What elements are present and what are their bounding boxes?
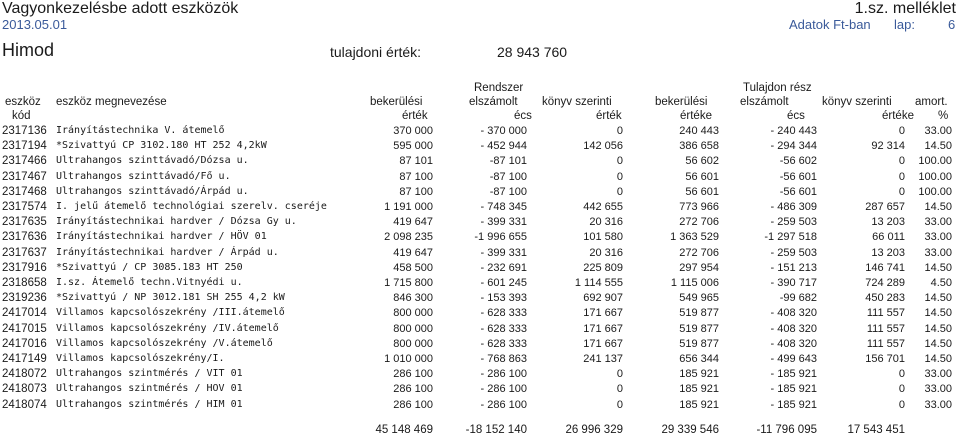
share-accumulated-depreciation: -99 682 [779,292,817,305]
header-ecs-2: écs [787,110,805,122]
asset-name: I.sz. Átemelő techn.Vitnyédi u. [56,277,243,288]
asset-code: 2417149 [2,353,47,365]
table-row [0,306,960,320]
page-number: 6 [948,17,956,32]
asset-name: Ultrahangos szintmérés / VIT 01 [56,368,243,380]
amortization-rate: 100.00 [918,170,952,183]
book-value: 171 667 [583,337,623,350]
currency-note: Adatok Ft-ban [789,17,871,32]
share-cost-value: 185 921 [679,398,719,411]
table-row [0,170,960,184]
share-book-value: 111 557 [866,322,905,335]
book-value: 101 580 [583,231,623,244]
accumulated-depreciation: - 153 393 [480,292,527,305]
accumulated-depreciation: -87 101 [489,155,527,168]
asset-name: Irányítástechnikai hardver / HÖV 01 [56,231,267,243]
share-cost-value: 185 921 [679,383,719,396]
header-eszkoz: eszköz [5,96,41,108]
asset-name: Villamos kapcsolószekrény /III.átemelő [56,307,285,319]
header-erteke-2: értéke [882,110,914,122]
share-book-value: 0 [898,368,905,381]
book-value: 20 316 [589,216,623,229]
header-konyv-1: könyv szerinti [542,96,612,108]
amortization-rate: 33.00 [924,125,952,137]
share-accumulated-depreciation: - 185 921 [770,368,817,381]
asset-code: 2317635 [2,216,47,229]
share-book-value: 13 203 [871,246,905,259]
cost-value: 419 647 [393,246,433,259]
header-group-tulajdon: Tulajdon rész [743,82,812,94]
accumulated-depreciation: - 628 333 [480,322,527,335]
share-accumulated-depreciation: -56 601 [779,170,817,183]
share-cost-value: 56 601 [685,170,719,183]
owner-name: Himod [2,40,55,60]
share-cost-value: 272 706 [679,246,719,259]
cost-value: 87 100 [399,170,433,183]
table-row [0,124,960,138]
share-cost-value: 386 658 [679,140,719,153]
asset-code: 2319236 [2,292,47,305]
asset-code: 2418073 [2,383,47,396]
share-cost-value: 773 966 [679,201,719,213]
amortization-rate: 14.50 [924,337,952,350]
total-book-value: 26 996 329 [565,424,623,436]
accumulated-depreciation: - 399 331 [480,216,527,229]
asset-code: 2317637 [2,246,47,259]
share-cost-value: 297 954 [679,261,719,274]
amortization-rate: 33.00 [924,246,952,259]
header-bekerulesi-2: bekerülési [655,96,708,108]
asset-name: Irányítástechnikai hardver / Árpád u. [56,246,279,258]
share-cost-value: 519 877 [679,337,719,350]
table-row [0,276,960,290]
amortization-rate: 14.50 [924,201,952,213]
header-elszamolt-1: elszámolt [469,96,518,108]
amortization-rate: 14.50 [924,353,952,365]
book-value: 225 809 [583,261,623,274]
amortization-rate: 33.00 [924,231,952,244]
share-cost-value: 56 602 [685,155,719,168]
share-book-value: 66 011 [872,231,905,244]
amortization-rate: 100.00 [918,185,952,198]
share-cost-value: 272 706 [679,216,719,229]
table-row [0,352,960,366]
share-book-value: 0 [898,155,905,168]
share-book-value: 146 741 [865,261,905,274]
book-value: 0 [616,170,623,183]
asset-name: Ultrahangos szinttávadó/Dózsa u. [56,155,249,167]
book-value: 0 [616,398,623,411]
book-value: 142 056 [583,140,623,153]
asset-name: Ultrahangos szinttávadó/Fő u. [56,170,231,182]
report-date: 2013.05.01 [2,17,68,32]
share-book-value: 0 [898,383,905,396]
asset-name: *Szivattyú / NP 3012.181 SH 255 4,2 kW [56,292,285,304]
cost-value: 286 100 [393,398,433,411]
owner-value: 28 943 760 [497,44,568,60]
header-elszamolt-2: elszámolt [740,96,789,108]
share-book-value: 111 557 [866,337,905,350]
share-book-value: 0 [898,170,905,183]
cost-value: 370 000 [393,125,433,137]
share-accumulated-depreciation: - 294 344 [770,140,817,153]
book-value: 241 137 [583,353,623,365]
table-row [0,398,960,412]
cost-value: 1 715 800 [384,277,433,289]
share-accumulated-depreciation: - 151 213 [770,261,817,274]
amortization-rate: 33.00 [924,383,952,396]
asset-code: 2417014 [2,307,47,320]
table-row [0,215,960,229]
share-cost-value: 549 965 [679,292,719,305]
amortization-rate: 33.00 [924,216,952,229]
share-cost-value: 1 115 006 [670,277,719,289]
share-book-value: 156 701 [865,353,905,365]
share-book-value: 724 289 [865,277,905,289]
table-row [0,291,960,305]
accumulated-depreciation: - 628 333 [480,307,527,320]
accumulated-depreciation: -87 100 [489,170,527,183]
share-book-value: 111 557 [866,307,905,320]
amortization-rate: 14.50 [924,140,952,153]
asset-code: 2317466 [2,155,47,168]
share-book-value: 0 [898,398,905,411]
cost-value: 87 101 [399,155,433,168]
share-accumulated-depreciation: - 259 503 [770,216,817,229]
share-book-value: 92 314 [871,140,905,153]
asset-code: 2417016 [2,337,47,350]
asset-name: *Szivattyú CP 3102.180 HT 252 4,2kW [56,140,267,152]
share-accumulated-depreciation: - 408 320 [770,337,817,350]
accumulated-depreciation: - 768 863 [480,353,527,365]
cost-value: 800 000 [393,322,433,335]
table-row [0,261,960,275]
table-row [0,154,960,168]
amortization-rate: 14.50 [924,261,952,274]
share-accumulated-depreciation: - 390 717 [770,277,817,289]
amortization-rate: 33.00 [924,368,952,381]
amortization-rate: 14.50 [924,292,952,305]
book-value: 442 655 [583,201,623,213]
table-row [0,139,960,153]
header-amort: amort. [915,96,948,108]
header-ertek-2: érték [596,110,622,122]
table-row [0,367,960,381]
header-erteke-1: értéke [680,110,712,122]
amortization-rate: 33.00 [924,398,952,411]
accumulated-depreciation: -87 100 [489,185,527,198]
asset-code: 2317194 [2,140,47,153]
document-title: Vagyonkezelésbe adott eszközök [2,0,239,17]
asset-name: I. jelű átemelő technológiai szerelv. cseréje [56,201,327,212]
cost-value: 87 100 [399,185,433,198]
share-book-value: 287 657 [865,201,905,213]
accumulated-depreciation: - 748 345 [480,201,527,213]
header-kod: kód [12,110,31,122]
header-pct: % [938,110,949,122]
share-cost-value: 1 363 529 [670,231,719,244]
book-value: 0 [616,125,623,137]
share-accumulated-depreciation: - 408 320 [770,307,817,320]
share-cost-value: 56 601 [685,185,719,198]
share-accumulated-depreciation: -1 297 518 [764,231,817,244]
accumulated-depreciation: - 232 691 [480,261,527,274]
header-ecs-1: écs [514,110,532,122]
asset-name: Villamos kapcsolószekrény /IV.átemelő [56,322,279,334]
cost-value: 458 500 [393,261,433,274]
share-cost-value: 185 921 [679,368,719,381]
cost-value: 286 100 [393,368,433,381]
accumulated-depreciation: - 370 000 [480,125,527,137]
asset-name: Villamos kapcsolószekrény/I. [56,353,225,364]
cost-value: 419 647 [393,216,433,229]
cost-value: 1 191 000 [384,201,433,213]
table-row [0,230,960,244]
header-bekerulesi-1: bekerülési [370,96,423,108]
asset-code: 2318658 [2,277,47,289]
book-value: 0 [616,155,623,168]
total-accumulated-depreciation: -18 152 140 [465,424,527,436]
table-row [0,200,960,214]
total-share-cost-value: 29 339 546 [661,424,719,436]
asset-name: Villamos kapcsolószekrény /V.átemelő [56,337,273,349]
cost-value: 2 098 235 [384,231,433,244]
asset-name: Ultrahangos szinttávadó/Árpád u. [56,185,249,197]
asset-name: Irányítástechnika V. átemelő [56,125,225,136]
asset-code: 2417015 [2,322,47,335]
share-book-value: 0 [898,185,905,198]
share-accumulated-depreciation: - 259 503 [770,246,817,259]
amortization-rate: 4.50 [930,277,952,289]
share-accumulated-depreciation: - 499 643 [770,353,817,365]
cost-value: 595 000 [393,140,433,153]
book-value: 692 907 [583,292,623,305]
accumulated-depreciation: - 286 100 [480,368,527,381]
share-accumulated-depreciation: - 408 320 [770,322,817,335]
share-cost-value: 519 877 [679,307,719,320]
share-accumulated-depreciation: - 486 309 [770,201,817,213]
accumulated-depreciation: - 286 100 [480,383,527,396]
share-cost-value: 519 877 [679,322,719,335]
table-row [0,382,960,396]
share-accumulated-depreciation: - 240 443 [770,125,817,137]
asset-code: 2317468 [2,185,47,198]
table-row [0,322,960,336]
asset-name: Ultrahangos szintmérés / HOV 01 [56,383,243,395]
accumulated-depreciation: - 452 944 [480,140,527,153]
cost-value: 846 300 [393,292,433,305]
header-ertek-1: érték [402,110,428,122]
book-value: 0 [616,383,623,396]
share-cost-value: 240 443 [679,125,719,137]
header-group-rendszer: Rendszer [474,82,524,94]
cost-value: 286 100 [393,383,433,396]
share-accumulated-depreciation: -56 601 [779,185,817,198]
book-value: 171 667 [583,307,623,320]
annex-label: 1.sz. melléklet [854,0,956,17]
table-row [0,185,960,199]
amortization-rate: 100.00 [918,155,952,168]
table-row [0,246,960,260]
total-share-accumulated-depreciation: -11 796 095 [756,424,817,436]
asset-code: 2317636 [2,231,47,244]
share-cost-value: 656 344 [679,353,719,365]
book-value: 0 [616,368,623,381]
total-cost-value: 45 148 469 [375,424,433,436]
page-label: lap: [894,17,915,32]
asset-name: Ultrahangos szintmérés / HIM 01 [56,398,243,410]
asset-code: 2317136 [2,125,47,137]
book-value: 0 [616,185,623,198]
book-value: 171 667 [583,322,623,335]
total-share-book-value: 17 543 451 [847,424,905,436]
asset-code: 2418074 [2,398,47,411]
asset-name: Irányítástechnikai hardver / Dózsa Gy u. [56,216,297,228]
share-accumulated-depreciation: - 185 921 [770,398,817,411]
asset-name: *Szivattyú / CP 3085.183 HT 250 [56,261,243,273]
asset-code: 2418072 [2,368,47,381]
amortization-rate: 14.50 [924,307,952,320]
share-book-value: 450 283 [865,292,905,305]
book-value: 20 316 [589,246,623,259]
cost-value: 1 010 000 [384,353,433,365]
accumulated-depreciation: -1 996 655 [474,231,527,244]
asset-code: 2317574 [2,201,47,213]
share-accumulated-depreciation: -56 602 [779,155,817,168]
share-book-value: 13 203 [871,216,905,229]
share-accumulated-depreciation: - 185 921 [770,383,817,396]
asset-code: 2317467 [2,170,47,183]
amortization-rate: 14.50 [924,322,952,335]
cost-value: 800 000 [393,307,433,320]
owner-value-label: tulajdoni érték: [330,44,422,60]
accumulated-depreciation: - 628 333 [480,337,527,350]
accumulated-depreciation: - 286 100 [480,398,527,411]
header-megnevezes: eszköz megnevezése [56,96,167,108]
book-value: 1 114 555 [574,277,623,289]
cost-value: 800 000 [393,337,433,350]
header-konyv-2: könyv szerinti [822,96,892,108]
table-row [0,337,960,351]
accumulated-depreciation: - 399 331 [480,246,527,259]
asset-code: 2317916 [2,261,47,274]
share-book-value: 0 [898,125,905,137]
accumulated-depreciation: - 601 245 [480,277,527,289]
